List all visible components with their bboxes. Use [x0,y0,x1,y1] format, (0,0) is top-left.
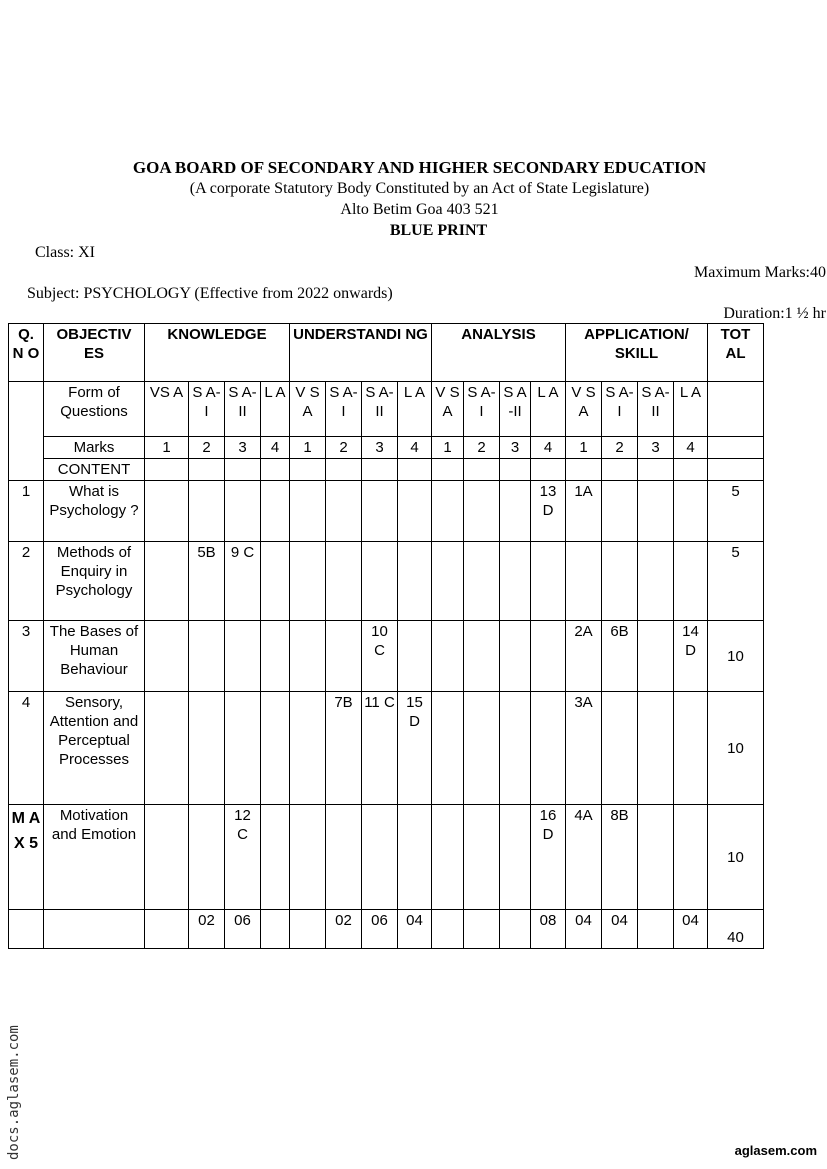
empty-cell [326,459,362,481]
value-cell [145,542,189,621]
value-cell [189,481,225,542]
form-cell: V S A [290,382,326,437]
table-row [9,481,764,542]
value-cell [531,621,566,692]
empty-cell [398,459,432,481]
value-cell [398,481,432,542]
value-cell: 9 C [225,542,261,621]
value-cell [326,805,362,910]
empty-cell [9,910,44,949]
qno-cell: 3 [9,621,44,692]
row-total: 10 [708,805,764,910]
value-cell [432,481,464,542]
form-cell: L A [674,382,708,437]
board-name: GOA BOARD OF SECONDARY AND HIGHER SECONDARY EDUCATION [132,158,707,177]
subject-label: Subject: PSYCHOLOGY (Effective from 2022 onwards) [27,285,393,302]
max-marks-label: Maximum Marks:40 [694,264,826,281]
value-cell [432,542,464,621]
grand-total: 40 [708,910,764,949]
class-label: Class: XI [35,244,95,261]
board-address: Alto Betim Goa 403 521 [340,201,499,218]
value-cell [290,621,326,692]
value-cell [674,542,708,621]
value-cell [500,692,531,805]
empty-cell [261,459,290,481]
value-cell [362,542,398,621]
form-cell: L A [531,382,566,437]
value-cell [500,621,531,692]
value-cell [432,805,464,910]
marks-cell: 2 [189,437,225,459]
marks-cell: 2 [602,437,638,459]
value-cell [189,805,225,910]
empty-cell [362,459,398,481]
value-cell: 2A [566,621,602,692]
duration-label: Duration:1 ½ hr [723,305,826,322]
marks-cell: 1 [290,437,326,459]
value-cell [261,481,290,542]
value-cell: 15 D [398,692,432,805]
empty-cell [145,459,189,481]
total-cell: 04 [398,910,432,949]
value-cell: 3A [566,692,602,805]
objectives-header: OBJECTIV ES [44,324,145,382]
marks-cell: 1 [432,437,464,459]
total-cell: 04 [566,910,602,949]
total-cell [638,910,674,949]
totals-row [9,910,764,949]
qno-cell: 1 [9,481,44,542]
value-cell [225,481,261,542]
value-cell [464,692,500,805]
value-cell [638,621,674,692]
total-header: TOT AL [708,324,764,382]
blueprint-table [8,323,764,949]
value-cell [326,542,362,621]
qno-cell: M A X 5 [9,805,44,910]
value-cell [261,621,290,692]
form-cell: S A- I [602,382,638,437]
total-cell: 02 [326,910,362,949]
analysis-header: ANALYSIS [432,324,566,382]
value-cell: 5B [189,542,225,621]
table-row [9,692,764,805]
marks-label: Marks [44,437,145,459]
value-cell: 10 C [362,621,398,692]
marks-cell: 4 [674,437,708,459]
form-cell: V S A [566,382,602,437]
value-cell [500,542,531,621]
value-cell: 7B [326,692,362,805]
empty-cell [602,459,638,481]
value-cell [638,542,674,621]
marks-cell: 3 [500,437,531,459]
value-cell [674,692,708,805]
total-cell [464,910,500,949]
value-cell [602,542,638,621]
topic-cell: The Bases of Human Behaviour [44,621,145,692]
value-cell [145,805,189,910]
value-cell [531,692,566,805]
total-cell [261,910,290,949]
form-cell: S A- II [638,382,674,437]
understanding-header: UNDERSTANDI NG [290,324,432,382]
row-total: 10 [708,621,764,692]
value-cell [398,621,432,692]
value-cell [290,805,326,910]
empty-cell [290,459,326,481]
total-cell [432,910,464,949]
value-cell [674,481,708,542]
form-label: Form of Questions [44,382,145,437]
value-cell [189,621,225,692]
value-cell: 14 D [674,621,708,692]
value-cell [566,542,602,621]
empty-cell [225,459,261,481]
header-row [9,324,764,382]
value-cell [326,481,362,542]
total-spacer [708,437,764,459]
marks-cell: 4 [261,437,290,459]
form-cell: VS A [145,382,189,437]
value-cell [674,805,708,910]
marks-cell: 3 [362,437,398,459]
value-cell [531,542,566,621]
board-subtitle: (A corporate Statutory Body Constituted by an Act of State Legislature) [189,180,650,197]
total-spacer [708,459,764,481]
application-header: APPLICATION/ SKILL [566,324,708,382]
total-cell: 04 [602,910,638,949]
empty-cell [531,459,566,481]
value-cell [432,621,464,692]
total-cell: 04 [674,910,708,949]
form-row [9,382,764,437]
value-cell: 1A [566,481,602,542]
value-cell [398,805,432,910]
value-cell [362,805,398,910]
value-cell [145,481,189,542]
content-label: CONTENT [44,459,145,481]
value-cell: 13 D [531,481,566,542]
value-cell [145,692,189,805]
value-cell [261,542,290,621]
form-cell: S A- I [464,382,500,437]
total-cell: 02 [189,910,225,949]
total-cell [290,910,326,949]
value-cell: 4A [566,805,602,910]
marks-cell: 3 [638,437,674,459]
table-row [9,542,764,621]
empty-cell [674,459,708,481]
empty-cell [189,459,225,481]
value-cell: 8B [602,805,638,910]
total-cell [500,910,531,949]
value-cell [464,481,500,542]
empty-cell [44,910,145,949]
marks-cell: 1 [566,437,602,459]
qno-cell: 2 [9,542,44,621]
row-total: 5 [708,481,764,542]
value-cell: 6B [602,621,638,692]
value-cell [464,805,500,910]
value-cell [326,621,362,692]
value-cell [500,805,531,910]
value-cell [638,481,674,542]
total-cell: 08 [531,910,566,949]
topic-cell: What is Psychology ? [44,481,145,542]
empty-cell [432,459,464,481]
value-cell [290,692,326,805]
value-cell [500,481,531,542]
value-cell [638,692,674,805]
empty-cell [566,459,602,481]
watermark: docs.aglasem.com [6,1025,22,1160]
form-cell: V S A [432,382,464,437]
value-cell [290,542,326,621]
total-cell: 06 [225,910,261,949]
empty-cell [638,459,674,481]
form-cell: L A [398,382,432,437]
value-cell [225,621,261,692]
marks-cell: 2 [464,437,500,459]
total-cell [145,910,189,949]
value-cell [362,481,398,542]
value-cell: 11 C [362,692,398,805]
topic-cell: Sensory, Attention and Perceptual Processes [44,692,145,805]
value-cell [602,481,638,542]
marks-cell: 3 [225,437,261,459]
marks-cell: 4 [398,437,432,459]
knowledge-header: KNOWLEDGE [145,324,290,382]
value-cell: 12 C [225,805,261,910]
qno-cell: 4 [9,692,44,805]
value-cell [189,692,225,805]
value-cell [638,805,674,910]
marks-cell: 4 [531,437,566,459]
value-cell [145,621,189,692]
form-cell: S A- I [189,382,225,437]
value-cell [464,621,500,692]
value-cell [261,692,290,805]
document-title: BLUE PRINT [389,222,488,239]
topic-cell: Motivation and Emotion [44,805,145,910]
form-cell: L A [261,382,290,437]
empty-cell [464,459,500,481]
value-cell [432,692,464,805]
form-cell: S A -II [500,382,531,437]
topic-cell: Methods of Enquiry in Psychology [44,542,145,621]
form-cell: S A- I [326,382,362,437]
marks-cell: 2 [326,437,362,459]
value-cell [261,805,290,910]
brand-logo-text: aglasem.com [734,1143,817,1158]
form-cell: S A- II [225,382,261,437]
value-cell [464,542,500,621]
total-cell: 06 [362,910,398,949]
form-cell: S A- II [362,382,398,437]
value-cell [290,481,326,542]
value-cell [398,542,432,621]
total-spacer [708,382,764,437]
marks-cell: 1 [145,437,189,459]
value-cell: 16 D [531,805,566,910]
value-cell [225,692,261,805]
content-row [9,459,764,481]
marks-row [9,437,764,459]
qno-spacer [9,382,44,481]
row-total: 5 [708,542,764,621]
table-row [9,621,764,692]
value-cell [602,692,638,805]
qno-header: Q. N O [9,324,44,382]
row-total: 10 [708,692,764,805]
empty-cell [500,459,531,481]
table-row [9,805,764,910]
